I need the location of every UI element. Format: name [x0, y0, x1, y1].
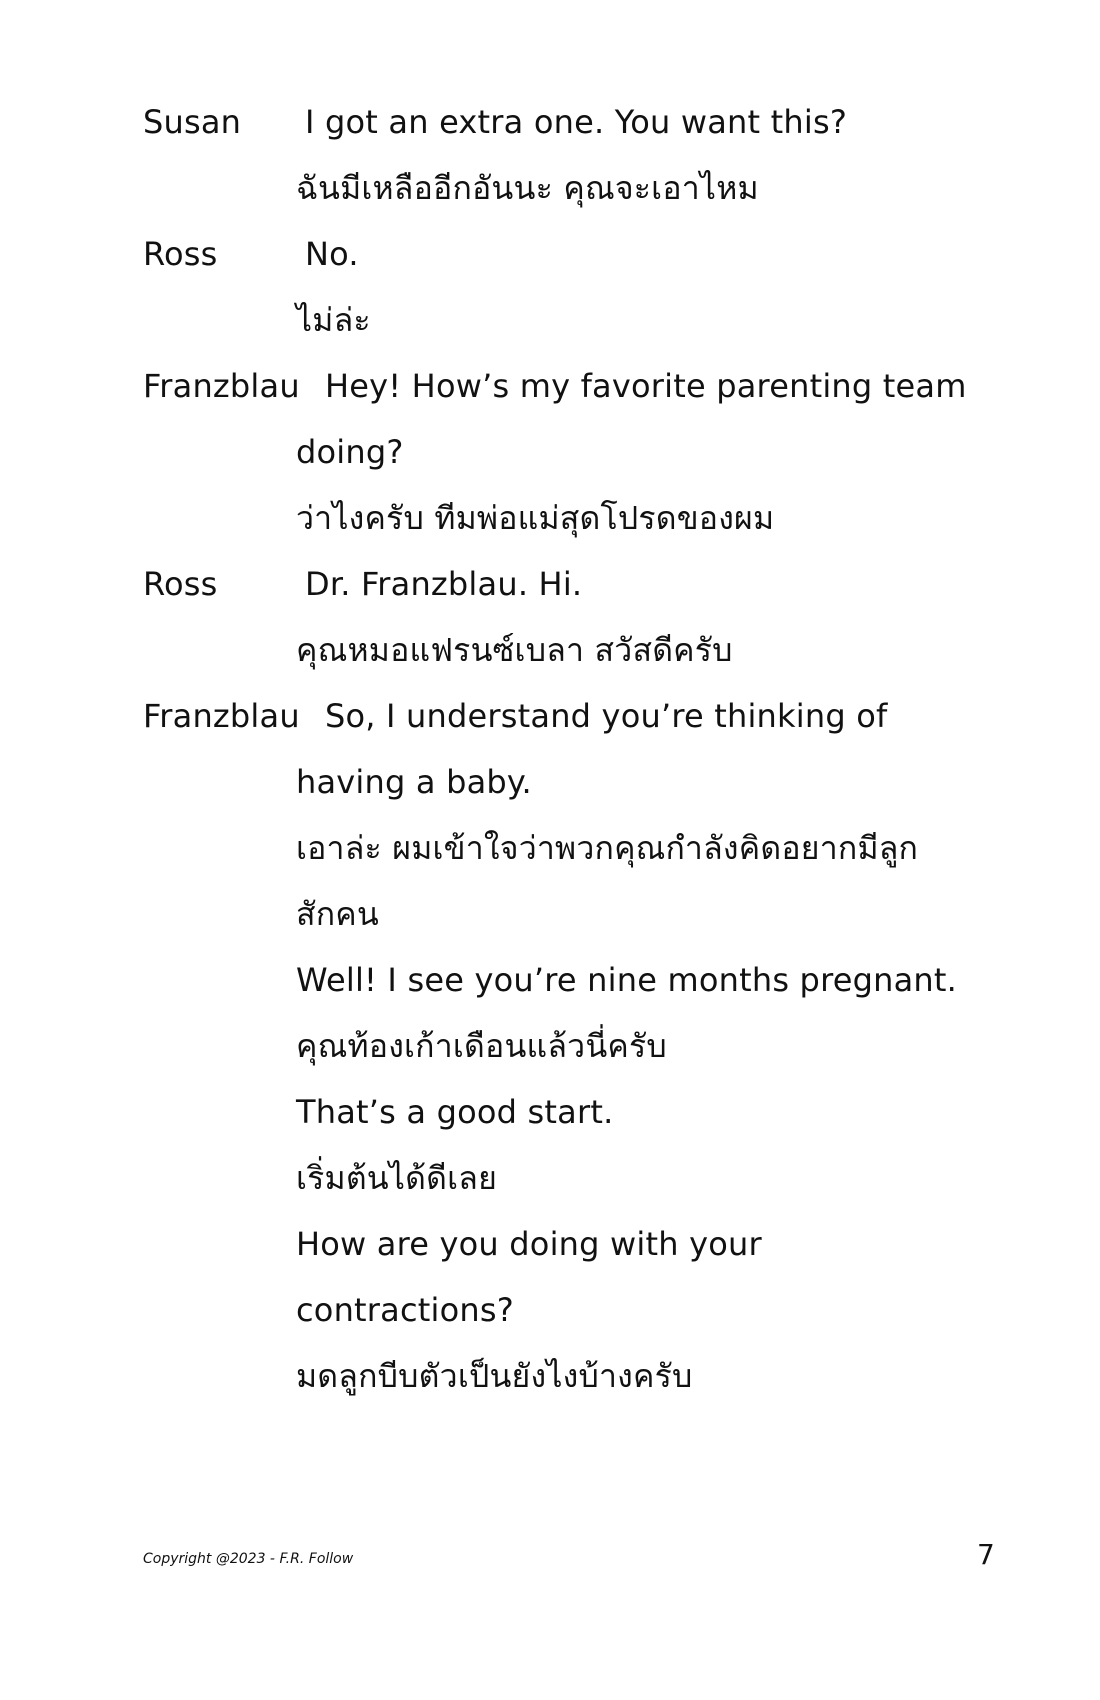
dialogue-line: So, I understand you’re thinking of	[325, 697, 888, 735]
dialogue-line: เริ่มต้นได้ดีเลย	[296, 1159, 498, 1197]
dialogue-line: How are you doing with your	[296, 1225, 762, 1263]
page-number: 7	[977, 1538, 995, 1571]
dialogue-line: having a baby.	[296, 763, 532, 801]
dialogue-line: คุณหมอแฟรนซ์เบลา สวัสดีครับ	[296, 631, 733, 669]
dialogue-line: No.	[305, 235, 359, 273]
dialogue-line: ไม่ล่ะ	[296, 301, 371, 339]
dialogue-line: That’s a good start.	[296, 1093, 614, 1131]
speaker-name: Franzblau	[143, 367, 300, 405]
dialogue-line: ว่าไงครับ ทีมพ่อแม่สุดโปรดของผม	[296, 499, 775, 537]
dialogue-line: มดลูกบีบตัวเป็นยังไงบ้างครับ	[296, 1357, 693, 1395]
copyright-notice: Copyright @2023 - F.R. Follow	[143, 1551, 354, 1567]
dialogue-line: เอาล่ะ ผมเข้าใจว่าพวกคุณกำลังคิดอยากมีลูก	[296, 829, 919, 867]
dialogue-line: คุณท้องเก้าเดือนแล้วนี่ครับ	[296, 1027, 667, 1065]
dialogue-line: contractions?	[296, 1291, 514, 1329]
dialogue-line: ฉันมีเหลืออีกอันนะ คุณจะเอาไหม	[296, 169, 759, 207]
speaker-name: Susan	[143, 103, 242, 141]
dialogue-line: doing?	[296, 433, 404, 471]
speaker-name: Ross	[143, 235, 218, 273]
dialogue-line: Hey! How’s my favorite parenting team	[325, 367, 967, 405]
speaker-name: Franzblau	[143, 697, 300, 735]
speaker-name: Ross	[143, 565, 218, 603]
dialogue-line: Well! I see you’re nine months pregnant.	[296, 961, 958, 999]
dialogue-line: สักคน	[296, 895, 379, 933]
dialogue-line: I got an extra one. You want this?	[305, 103, 848, 141]
dialogue-line: Dr. Franzblau. Hi.	[305, 565, 583, 603]
